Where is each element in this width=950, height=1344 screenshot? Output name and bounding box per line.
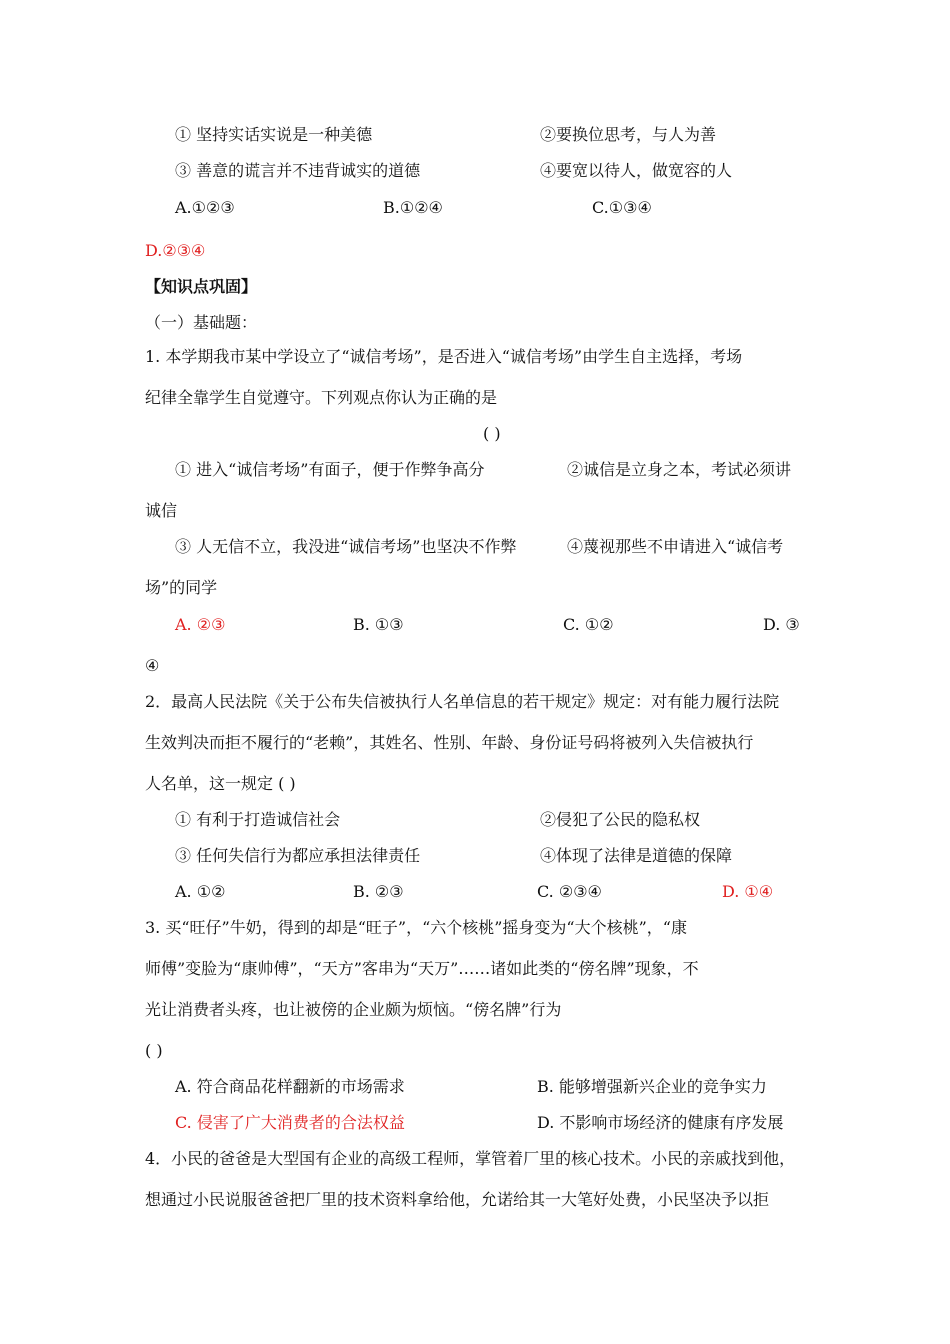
q2-stem-line1: 2．最高人民法院《关于公布失信被执行人名单信息的若干规定》规定：对有能力履行法院 — [145, 692, 780, 711]
q2-option-1: ① 有利于打造诚信社会 — [175, 810, 341, 829]
q1-choice-c: C. ①② — [563, 615, 614, 634]
prev-option-4: ④要宽以待人，做宽容的人 — [540, 161, 733, 180]
q4-stem-line2: 想通过小民说服爸爸把厂里的技术资料拿给他，允诺给其一大笔好处费，小民坚决予以拒 — [145, 1190, 770, 1209]
q2-stem-line2: 生效判决而拒不履行的“老赖”，其姓名、性别、年龄、身份证号码将被列入失信被执行 — [145, 733, 754, 752]
prev-answer-d: D.②③④ — [145, 241, 206, 260]
q1-option-2: ②诚信是立身之本，考试必须讲 — [567, 460, 792, 479]
prev-option-1: ① 坚持实话实说是一种美德 — [175, 125, 373, 144]
q3-stem-line1: 3. 买“旺仔”牛奶，得到的却是“旺子”，“六个核桃”摇身变为“大个核桃”，“康 — [145, 918, 687, 937]
q1-option-2-cont: 诚信 — [145, 501, 178, 520]
q2-choice-a: A. ①② — [175, 882, 226, 901]
q1-option-3: ③ 人无信不立，我没进“诚信考场”也坚决不作弊 — [175, 537, 517, 556]
q1-choice-d: D. ③ — [763, 615, 800, 634]
q1-option-4-cont: 场”的同学 — [145, 578, 218, 597]
q3-choice-b: B. 能够增强新兴企业的竞争实力 — [537, 1077, 767, 1096]
q3-choice-d: D. 不影响市场经济的健康有序发展 — [537, 1113, 784, 1132]
q3-answer-c: C. 侵害了广大消费者的合法权益 — [175, 1113, 405, 1132]
prev-choice-b: B.①②④ — [383, 198, 443, 217]
section-subtitle: （一）基础题： — [145, 313, 258, 332]
q4-stem-line1: 4．小民的爸爸是大型国有企业的高级工程师，掌管着厂里的核心技术。小民的亲戚找到他， — [145, 1149, 796, 1168]
q1-option-1: ① 进入“诚信考场”有面子，便于作弊争高分 — [175, 460, 485, 479]
q2-option-4: ④体现了法律是道德的保障 — [540, 846, 733, 865]
q2-answer-d: D. ①④ — [722, 882, 774, 901]
prev-choice-a: A.①②③ — [175, 198, 235, 217]
prev-option-3: ③ 善意的谎言并不违背诚实的道德 — [175, 161, 421, 180]
q2-stem-line3: 人名单，这一规定 ( ) — [145, 774, 296, 793]
q3-choice-a: A. 符合商品花样翻新的市场需求 — [175, 1077, 405, 1096]
q1-answer-a: A. ②③ — [175, 615, 226, 634]
q1-stem-line1: 1. 本学期我市某中学设立了“诚信考场”，是否进入“诚信考场”由学生自主选择，考场 — [145, 347, 743, 366]
q1-choice-d-cont: ④ — [145, 656, 160, 675]
q1-choice-b: B. ①③ — [353, 615, 404, 634]
q2-choice-c: C. ②③④ — [537, 882, 602, 901]
q1-answer-paren: ( ) — [483, 424, 501, 443]
q3-stem-line2: 师傅”变脸为“康帅傅”，“天方”客串为“天万”……诸如此类的“傍名牌”现象，不 — [145, 959, 699, 978]
q1-stem-line2: 纪律全靠学生自觉遵守。下列观点你认为正确的是 — [145, 388, 498, 407]
prev-choice-c: C.①③④ — [592, 198, 652, 217]
q2-option-2: ②侵犯了公民的隐私权 — [540, 810, 701, 829]
q3-stem-line3: 光让消费者头疼，也让被傍的企业颇为烦恼。“傍名牌”行为 — [145, 1000, 562, 1019]
q2-choice-b: B. ②③ — [353, 882, 404, 901]
q3-answer-paren: ( ) — [145, 1041, 163, 1060]
q1-option-4: ④蔑视那些不申请进入“诚信考 — [567, 537, 784, 556]
q2-option-3: ③ 任何失信行为都应承担法律责任 — [175, 846, 421, 865]
prev-option-2: ②要换位思考，与人为善 — [540, 125, 717, 144]
section-title: 【知识点巩固】 — [145, 277, 258, 296]
